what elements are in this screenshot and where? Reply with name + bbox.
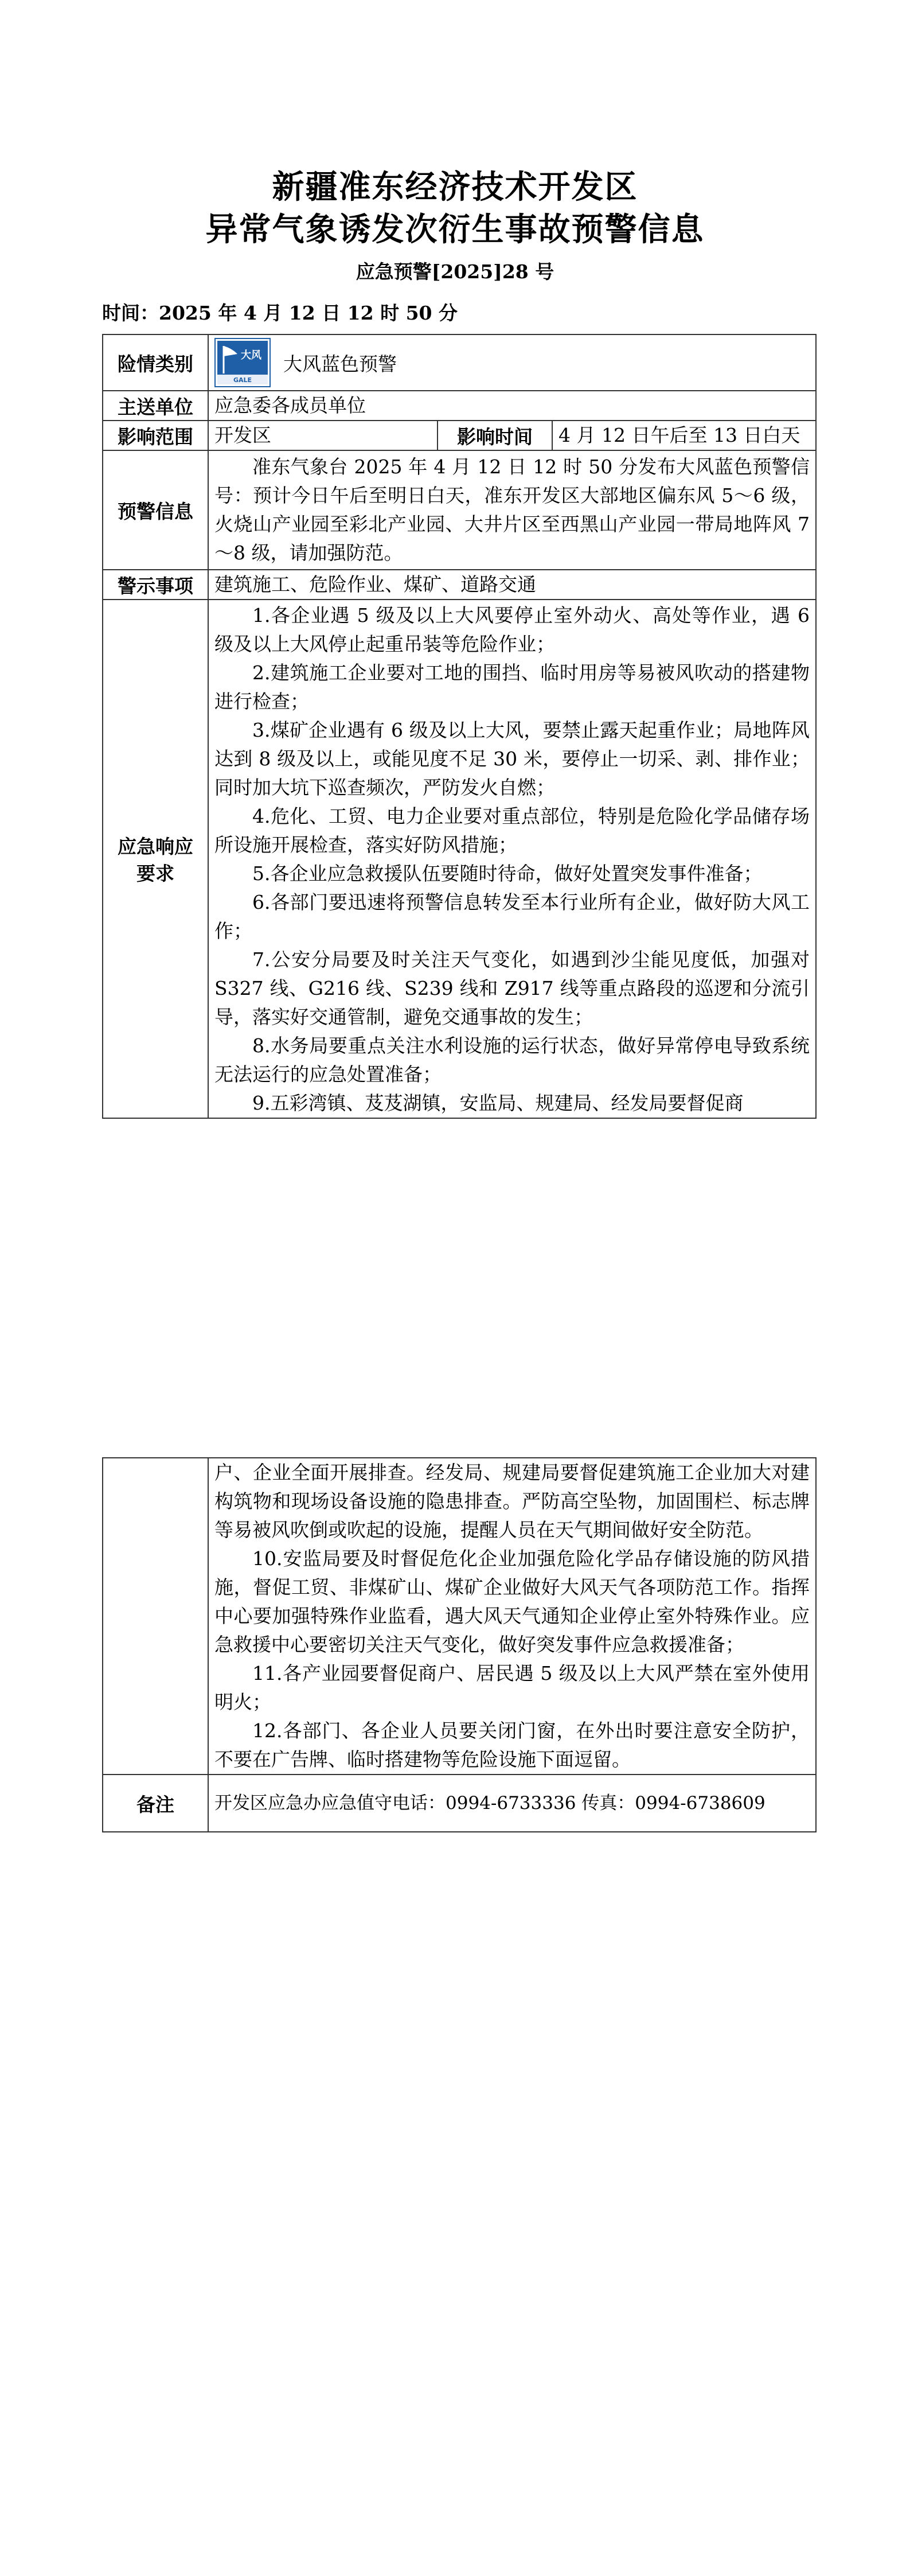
row-info [103, 450, 816, 570]
warning-table-page1 [102, 334, 817, 1119]
row-category [103, 334, 816, 391]
response-continued-label [103, 1458, 208, 1775]
row-remark [103, 1775, 816, 1832]
list-item: 10.安监局要及时督促危化企业加强危险化学品存储设施的防风措施，督促工贸、非煤矿山、煤矿企业做好大风天气各项防范工作。指挥中心要加强特殊作业监看，遇大风天气通知企业停止室外特殊作业。应急救援中心要密切关注天气变化，做好突发事件应急救援准备； [214, 1547, 810, 1656]
row-warning [103, 570, 816, 600]
list-item: 2.建筑施工企业要对工地的围挡、临时用房等易被风吹动的搭建物进行检查； [214, 661, 810, 713]
response-label-line2: 要求 [136, 862, 174, 885]
info-text: 准东气象台 2025 年 4 月 12 日 12 时 50 分发布大风蓝色预警信号：预计今日午后至明日白天，准东开发区大部地区偏东风 5～6 级，火烧山产业园至彩北产业园、大井片区至西黑山产业园一带局地阵风 7～8 级，请加强防范。 [214, 456, 810, 564]
row-response [103, 600, 816, 1118]
list-item: 户、企业全面开展排查。经发局、规建局要督促建筑施工企业加大对建构筑物和现场设备设施的隐患排查。严防高空坠物，加固围栏、标志牌等易被风吹倒或吹起的设施，提醒人员在天气期间做好安全防范。 [214, 1461, 810, 1541]
info-label: 预警信息 [103, 450, 208, 570]
badge-text-en: GALE [233, 376, 252, 384]
issue-time: 时间：2025 年 4 月 12 日 12 时 50 分 [102, 302, 458, 324]
response-continued-cell [208, 1458, 816, 1775]
category-label: 险情类别 [103, 334, 208, 391]
category-value: 大风蓝色预警 [283, 352, 397, 375]
impact-time-value: 4 月 12 日午后至 13 日白天 [552, 421, 816, 450]
list-item: 9.五彩湾镇、芨芨湖镇，安监局、规建局、经发局要督促商 [252, 1092, 744, 1114]
list-item: 7.公安分局要及时关注天气变化，如遇到沙尘能见度低，加强对 S327 线、G216 线、S239 线和 Z917 线等重点路段的巡逻和分流引导，落实好交通管制，避免交通事故的发生； [214, 948, 810, 1028]
warning-table-page2 [102, 1457, 817, 1832]
list-item: 12.各部门、各企业人员要关闭门窗，在外出时要注意安全防护，不要在广告牌、临时搭建物等危险设施下面逗留。 [214, 1719, 810, 1770]
info-cell [208, 450, 816, 570]
list-item: 3.煤矿企业遇有 6 级及以上大风，要禁止露天起重作业；局地阵风达到 8 级及以上，或能见度不足 30 米，要停止一切采、剥、排作业；同时加大坑下巡查频次，严防发火自燃； [214, 719, 810, 799]
remark-label: 备注 [103, 1775, 208, 1832]
category-cell [208, 334, 816, 391]
row-recipient [103, 391, 816, 421]
row-scope [103, 421, 816, 450]
warning-value: 建筑施工、危险作业、煤矿、道路交通 [208, 570, 816, 600]
remark-value: 开发区应急办应急值守电话：0994-6733336 传真：0994-6738609 [208, 1775, 816, 1832]
row-response-continued [103, 1458, 816, 1775]
recipient-label: 主送单位 [103, 391, 208, 421]
scope-label: 影响范围 [103, 421, 208, 450]
list-item: 8.水务局要重点关注水利设施的运行状态，做好异常停电导致系统无法运行的应急处置准备； [214, 1034, 810, 1085]
recipient-value: 应急委各成员单位 [208, 391, 816, 421]
document-number: 应急预警[2025]28 号 [356, 260, 554, 283]
page-title-line2: 异常气象诱发次衍生事故预警信息 [205, 211, 705, 248]
response-label [103, 600, 208, 1118]
impact-time-label: 影响时间 [438, 421, 552, 450]
gale-blue-warning-icon [214, 338, 271, 387]
response-label-line1: 应急响应 [118, 835, 193, 858]
list-item: 4.危化、工贸、电力企业要对重点部位，特别是危险化学品储存场所设施开展检查，落实好防风措施； [214, 805, 810, 856]
list-item: 5.各企业应急救援队伍要随时待命，做好处置突发事件准备； [252, 862, 763, 885]
scope-value: 开发区 [208, 421, 438, 450]
badge-text-cn: 大风 [241, 349, 261, 361]
response-cell [208, 600, 816, 1118]
page-title-line1: 新疆准东经济技术开发区 [272, 169, 638, 206]
warning-label: 警示事项 [103, 570, 208, 600]
list-item: 6.各部门要迅速将预警信息转发至本行业所有企业，做好防大风工作； [214, 891, 810, 942]
list-item: 11.各产业园要督促商户、居民遇 5 级及以上大风严禁在室外使用明火； [214, 1662, 810, 1713]
list-item: 1.各企业遇 5 级及以上大风要停止室外动火、高处等作业，遇 6 级及以上大风停止起重吊装等危险作业； [214, 604, 810, 655]
